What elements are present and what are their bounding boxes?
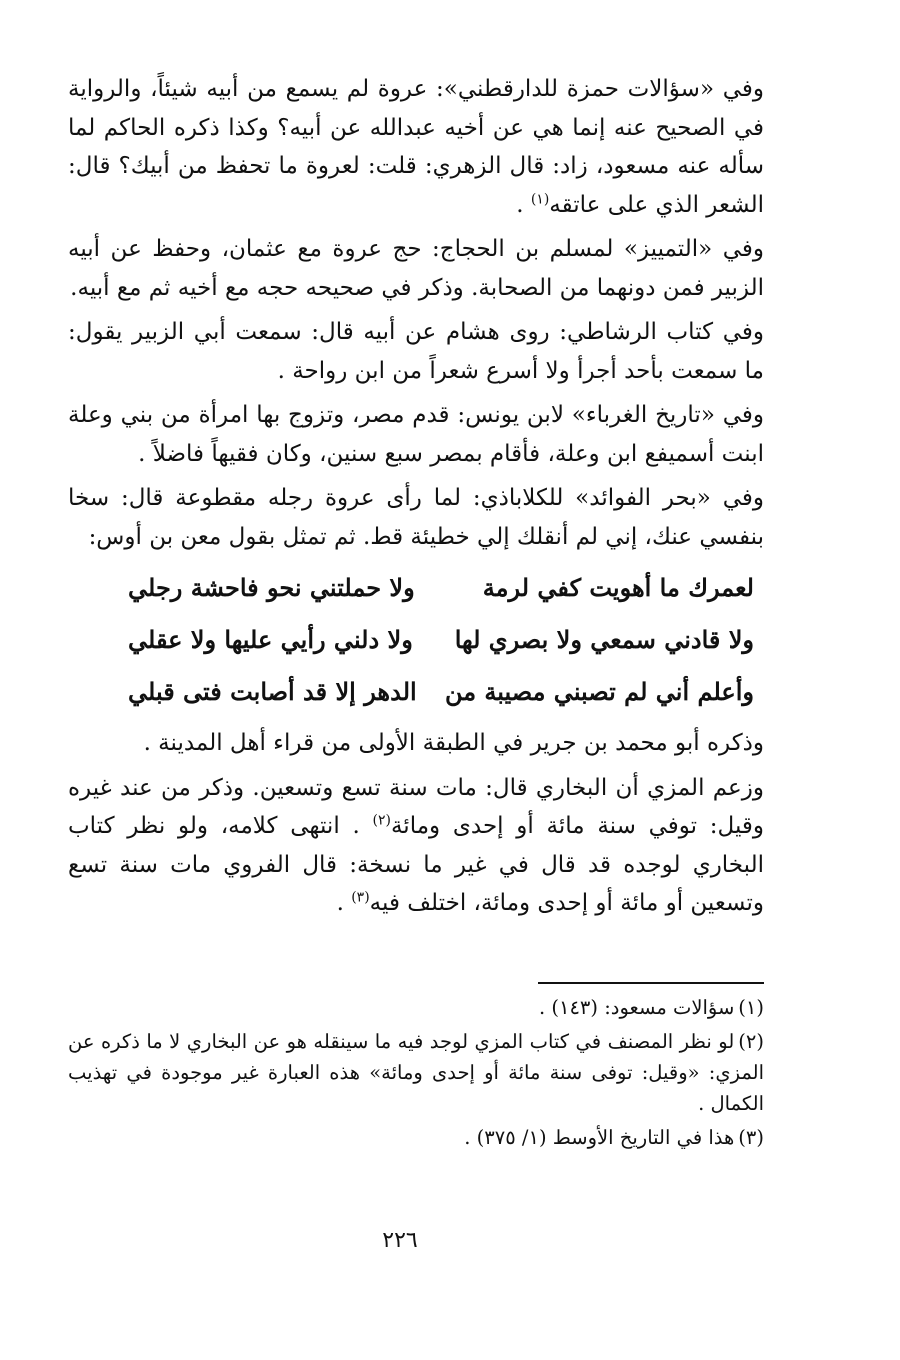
paragraph-3: وفي كتاب الرشاطي: روى هشام عن أبيه قال: سمعت أبي الزبير يقول: ما سمعت بأحد أجرأ ولا أسرع شعراً من ابن رواحة . <box>68 319 764 384</box>
footnote-number: (٣) <box>738 1126 764 1149</box>
footnote-ref-1[interactable]: (١) <box>530 190 550 207</box>
footnote-1: (١)سؤالات مسعود: (١٤٣) . <box>538 996 764 1019</box>
verse-second-hemistich: ولا دلني رأيي عليها ولا عقلي <box>128 625 413 654</box>
verse-second-hemistich: ولا حملتني نحو فاحشة رجلي <box>128 573 415 602</box>
verse-line <box>68 666 764 718</box>
verse-second-hemistich: الدهر إلا قد أصابت فتى قبلي <box>128 677 417 706</box>
verse-first-hemistich: ولا قادني سمعي ولا بصري لها <box>454 625 754 654</box>
footnote-3: (٣)هذا في التاريخ الأوسط (١/ ٣٧٥) . <box>464 1126 764 1149</box>
footnote-2: (٢)لو نظر المصنف في كتاب المزي لوجد فيه ما سينقله هو عن البخاري لا ما ذكره عن المزي: «وقيل: توفى سنة مائة أو إحدى ومائة» هذه العبارة غير موجودة في تهذيب الكمال . <box>68 1030 764 1115</box>
footnotes <box>68 992 764 1156</box>
verse-line <box>68 614 764 666</box>
verse-first-hemistich: لعمرك ما أهويت كفي لرمة <box>482 573 754 602</box>
verse-line <box>68 562 764 614</box>
page-number: ٢٢٦ <box>382 1228 418 1253</box>
footnote-ref-2[interactable]: (٢) <box>372 812 391 829</box>
paragraph-6: وذكره أبو محمد بن جرير في الطبقة الأولى من قراء أهل المدينة . <box>143 730 764 756</box>
paragraph-4: وفي «تاريخ الغرباء» لابن يونس: قدم مصر، وتزوج بها امرأة من بني وعلة ابنت أسميفع ابن وعلة، فأقام بمصر سبع سنين، وكان فقيهاً فاضلاً . <box>68 402 764 467</box>
paragraph-7: وزعم المزي أن البخاري قال: مات سنة تسع وتسعين. وذكر من عند غيره وقيل: توفي سنة مائة أو إحدى ومائة$^{(٢)}$ . انتهى كلامه، ولو نظر كتاب البخاري لوجده قد قال في غير ما نسخة: قال الفروي مات سنة تسع وتسعين أو مائة أو إحدى ومائة، اختلف فيه$^{(٣)}$ . <box>68 774 764 916</box>
footnote-number: (٢) <box>738 1030 764 1053</box>
poem <box>68 562 764 718</box>
main-text <box>68 70 764 929</box>
footnote-separator <box>538 982 764 984</box>
paragraph-2: وفي «التمييز» لمسلم بن الحجاج: حج عروة مع عثمان، وحفظ عن أبيه الزبير فمن دونهما من الصحابة. وذكر في صحيحه حجه مع أخيه ثم مع أبيه. <box>68 236 764 301</box>
paragraph-5: وفي «بحر الفوائد» للكلاباذي: لما رأى عروة رجله مقطوعة قال: سخا بنفسي عنك، إني لم أنقلك إلي خطيئة قط. ثم تمثل بقول معن بن أوس: <box>68 485 764 550</box>
paragraph-1: وفي «سؤالات حمزة للدارقطني»: عروة لم يسمع من أبيه شيئاً، والرواية في الصحيح عنه إنما هي عن أخيه عبدالله عن أبيه؟ وكذا ذكره الحاكم لما سأله عنه مسعود، زاد: قال الزهري: قلت: لعروة ما تحفظ من أبيك؟ قال: الشعر الذي على عاتقه$^{(١)}$ . <box>68 76 764 218</box>
footnote-ref-3[interactable]: (٣) <box>351 889 370 906</box>
verse-first-hemistich: وأعلم أني لم تصبني مصيبة من <box>444 677 754 706</box>
footnote-number: (١) <box>738 996 764 1019</box>
